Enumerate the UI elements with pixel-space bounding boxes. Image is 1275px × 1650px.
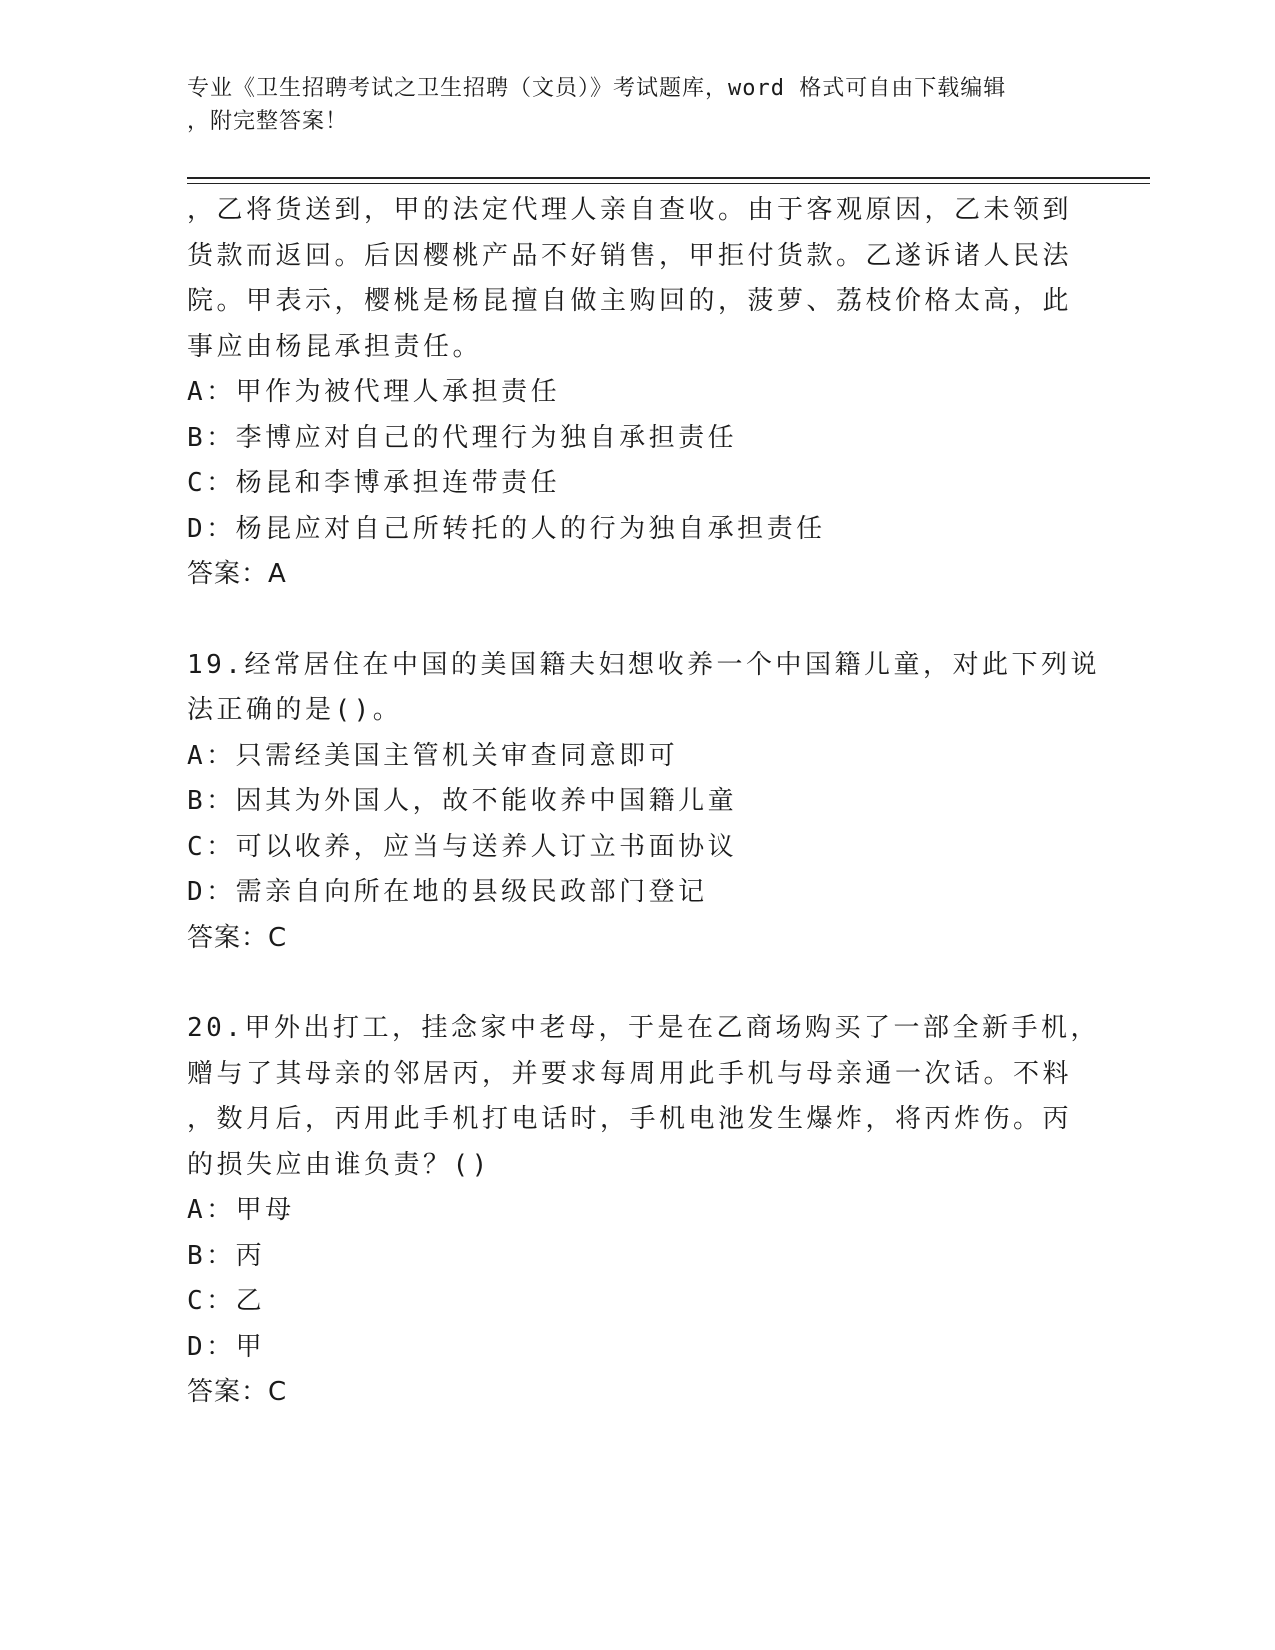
option-b: B：因其为外国人，故不能收养中国籍儿童 <box>187 786 738 816</box>
question-stem-line: 货款而返回。后因樱桃产品不好销售，甲拒付货款。乙遂诉诸人民法 <box>187 240 1073 271</box>
question-stem-line: ，数月后，丙用此手机打电话时，手机电池发生爆炸，将丙炸伤。丙 <box>187 1104 1073 1134</box>
answer-line: 答案：A <box>187 559 287 589</box>
page-header <box>187 72 1067 138</box>
header-line-1: 专业《卫生招聘考试之卫生招聘（文员）》考试题库，word 格式可自由下载编辑 <box>187 76 1007 101</box>
option-d: D：甲 <box>187 1331 266 1362</box>
question-stem-line: 法正确的是()。 <box>187 695 403 725</box>
answer-line: 答案：C <box>187 1377 288 1407</box>
question-stem-line: 赠与了其母亲的邻居丙，并要求每周用此手机与母亲通一次话。不料 <box>187 1058 1073 1089</box>
header-divider-thin <box>187 183 1150 184</box>
option-b: B：李博应对自己的代理行为独自承担责任 <box>187 422 738 453</box>
header-divider-thick <box>187 177 1150 179</box>
question-18-block <box>187 188 1087 598</box>
option-c: C：可以收养，应当与送养人订立书面协议 <box>187 831 738 862</box>
option-c: C：杨昆和李博承担连带责任 <box>187 468 561 498</box>
option-b: B：丙 <box>187 1240 266 1271</box>
option-d: D：需亲自向所在地的县级民政部门登记 <box>187 877 708 907</box>
question-list <box>187 188 1100 1416</box>
option-a: A：只需经美国主管机关审查同意即可 <box>187 740 679 771</box>
question-stem-line: 19.经常居住在中国的美国籍夫妇想收养一个中国籍儿童，对此下列说 <box>187 649 1100 680</box>
option-a: A：甲母 <box>187 1195 295 1225</box>
question-stem-line: 20.甲外出打工，挂念家中老母，于是在乙商场购买了一部全新手机， <box>187 1013 1100 1043</box>
question-stem-line: ，乙将货送到，甲的法定代理人亲自查收。由于客观原因，乙未领到 <box>187 195 1073 225</box>
question-20-block <box>187 1006 1100 1416</box>
question-stem-line: 事应由杨昆承担责任。 <box>187 331 483 362</box>
question-spacer <box>187 961 1087 1006</box>
question-19-block <box>187 643 1100 962</box>
answer-line: 答案：C <box>187 922 288 953</box>
header-line-2: ，附完整答案！ <box>187 109 349 134</box>
option-a: A：甲作为被代理人承担责任 <box>187 377 561 407</box>
option-c: C：乙 <box>187 1286 266 1316</box>
option-d: D：杨昆应对自己所转托的人的行为独自承担责任 <box>187 513 826 544</box>
question-stem-line: 院。甲表示，樱桃是杨昆擅自做主购回的，菠萝、荔枝价格太高，此 <box>187 286 1073 316</box>
question-spacer <box>187 598 1087 643</box>
question-stem-line: 的损失应由谁负责？() <box>187 1149 491 1180</box>
